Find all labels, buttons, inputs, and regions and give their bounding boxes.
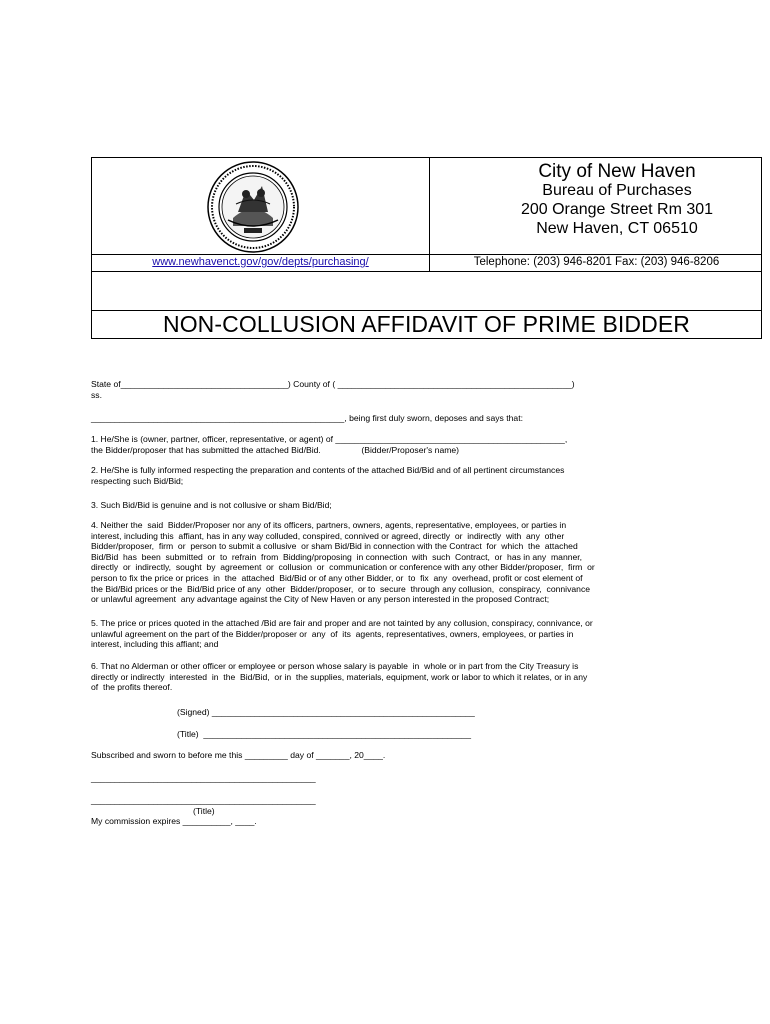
p2-line: respecting such Bid/Bid;: [91, 475, 184, 486]
state-county-line: [91, 379, 691, 400]
p4-line: person to fix the price or prices in the attached Bid/Bid or of any other Bidder, or to fix any overhead, profit or cost element of: [91, 572, 583, 583]
subscribed-text[interactable]: Subscribed and sworn to before me this _________ day of _______, 20____.: [91, 750, 386, 760]
divider: [429, 158, 430, 271]
notary-blank-1: [91, 773, 691, 784]
notary-title-label: (Title): [193, 805, 215, 816]
city-seal-icon: [206, 160, 300, 254]
paragraph-2: [91, 465, 691, 486]
p4-line: Bidder/proposer, firm or person to submit a collusive or sham Bid/Bid in connection with the Contract for which the attached: [91, 541, 578, 552]
p6-line: 6. That no Alderman or other officer or employee or person whose salary is payable in whole or in part from the City Treasury is: [91, 661, 579, 671]
p3-line: 3. Such Bid/Bid is genuine and is not collusive or sham Bid/Bid;: [91, 500, 332, 510]
street-address: 200 Orange Street Rm 301: [520, 201, 714, 218]
p4-line: 4. Neither the said Bidder/Proposer nor any of its officers, partners, owners, agents, representative, employees, or parties in: [91, 520, 567, 530]
notary-name-field[interactable]: _______________________________________________: [91, 795, 316, 805]
p4-line: or unlawful agreement any advantage against the City of New Haven or any person interested in the proposed Contract;: [91, 594, 550, 605]
p6-line: of the profits thereof.: [91, 682, 173, 693]
city-name: City of New Haven: [538, 161, 696, 182]
notary-block: [91, 795, 691, 827]
paragraph-5: [91, 618, 691, 650]
paragraph-6: [91, 661, 691, 693]
sworn-line: [91, 413, 691, 424]
header-table: [91, 157, 762, 339]
paragraph-1: [91, 434, 691, 455]
p4-line: the Bid/Bid prices or the Bid/Bid price of any other Bidder/proposer, or to secure through any collusion, conspiracy, connivance: [91, 583, 591, 594]
commission-expires-text[interactable]: My commission expires __________, ____.: [91, 816, 257, 827]
divider: [92, 254, 761, 255]
p4-line: Bid/Bid has been submitted or to refrain from Bidding/proposing in connection with such Contract, or has in any manner,: [91, 551, 583, 562]
p4-line: interest, including this affiant, has in any way colluded, conspired, connived or agreed, directly or indirectly with any other: [91, 530, 565, 541]
p6-line: directly or indirectly interested in the Bid/Bid, or in the supplies, materials, equipment, work or labor to which it relates, or in any: [91, 671, 588, 682]
p1-line: 1. He/She is (owner, partner, officer, representative, or agent) of ________________________________________________,: [91, 434, 568, 444]
paragraph-4: [91, 520, 691, 605]
p5-line: 5. The price or prices quoted in the attached /Bid are fair and proper and are not tainted by any collusion, conspiracy, connivance, or: [91, 618, 593, 628]
signed-field[interactable]: (Signed) _______________________________________________________: [177, 707, 475, 717]
title-field[interactable]: (Title) ________________________________________________________: [177, 729, 472, 739]
signature-block: [91, 707, 770, 718]
phone-fax: Telephone: (203) 946-8201 Fax: (203) 946-8206: [473, 256, 720, 268]
p1-line: the Bidder/proposer that has submitted the attached Bid/Bid. (Bidder/Proposer's name): [91, 444, 460, 455]
p4-line: directly or indirectly, sought by agreement or collusion or communication or conference with any other Bidder/proposer, firm or: [91, 562, 595, 573]
state-county-text: State of___________________________________) County of ( _________________________________________________): [91, 379, 575, 389]
p5-line: interest, including this affiant; and: [91, 639, 219, 650]
divider: [92, 271, 761, 272]
p2-line: 2. He/She is fully informed respecting the preparation and contents of the attached Bid/Bid and of all pertinent circumstances: [91, 465, 565, 475]
notary-signature-field[interactable]: _______________________________________________: [91, 773, 316, 783]
title-block: [91, 729, 770, 740]
bureau-name: Bureau of Purchases: [542, 182, 692, 199]
paragraph-3: [91, 500, 691, 511]
ss-text: ss.: [91, 389, 102, 400]
subscribed-block: [91, 750, 691, 761]
city-state-zip: New Haven, CT 06510: [536, 220, 698, 237]
p5-line: unlawful agreement on the part of the Bidder/proposer or any of its agents, representatives, owners, employees, or parties in: [91, 628, 574, 639]
sworn-text: _____________________________________________________, being first duly sworn, deposes and says that:: [91, 413, 523, 423]
document-title: NON-COLLUSION AFFIDAVIT OF PRIME BIDDER: [162, 311, 690, 337]
purchasing-link[interactable]: www.newhavenct.gov/gov/depts/purchasing/: [152, 256, 369, 268]
